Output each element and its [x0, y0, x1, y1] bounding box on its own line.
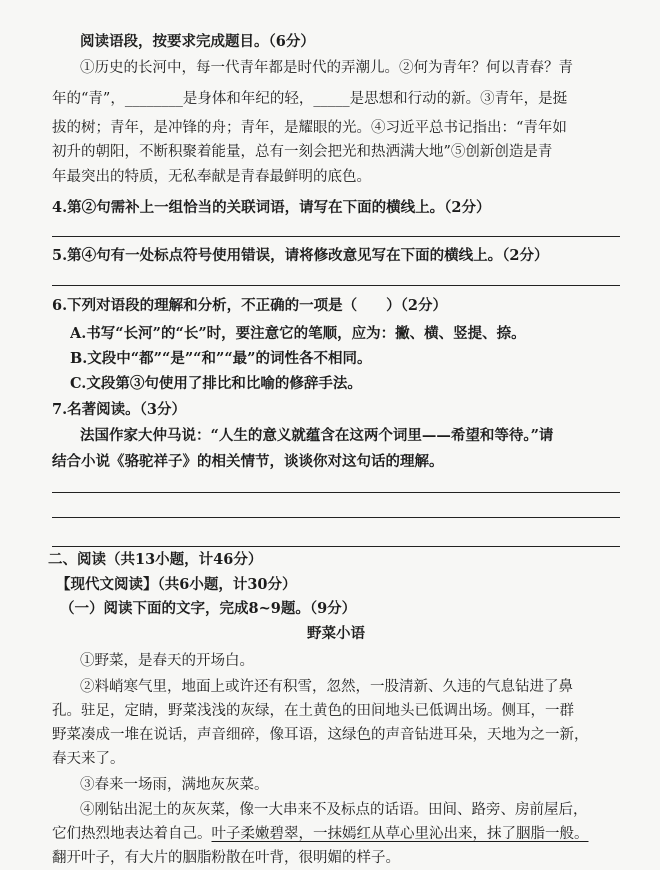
section-2-title: 二、阅读（共13小题，计46分）	[48, 551, 263, 568]
question-5: 5.第④句有一处标点符号使用错误，请将修改意见写在下面的横线上。（2分）	[52, 247, 549, 264]
passage-line-5: 年最突出的特质，无私奉献是青春最鲜明的底色。	[52, 169, 371, 185]
underlined-sentence: 叶子柔嫩碧翠，一抹嫣红从草心里沁出来，抹了胭脂一般。	[211, 826, 589, 842]
question-4: 4.第②句需补上一组恰当的关联词语，请写在下面的横线上。（2分）	[52, 199, 491, 216]
intro-heading: 阅读语段，按要求完成题目。（6分）	[80, 33, 315, 50]
essay-title: 野菜小语	[307, 625, 365, 642]
q7-prompt-line-2: 结合小说《骆驼祥子》的相关情节，谈谈你对这句话的理解。	[52, 453, 444, 470]
essay-para-4-line-1: ④刚钻出泥土的灰灰菜，像一大串来不及标点的话语。田间、路旁、房前屋后，	[80, 802, 588, 818]
q6-option-b[interactable]: B.文段中“都”“是”“和”“最”的词性各不相同。	[70, 350, 372, 367]
essay-para-2-line-4: 春天来了。	[52, 751, 125, 767]
q6-option-a[interactable]: A.书写“长河”的“长”时，要注意它的笔顺，应为：撇、横、竖提、捺。	[70, 325, 526, 342]
passage-line-2: 年的“青”，________是身体和年纪的轻，_____是思想和行动的新。③青年，是挺	[52, 91, 568, 107]
essay-para-3: ③春来一场雨，满地灰灰菜。	[80, 777, 269, 793]
essay-para-2-line-3: 野菜凑成一堆在说话，声音细碎，像耳语，这绿色的声音钻进耳朵，天地为之一新，	[52, 727, 589, 743]
answer-line-q7-2[interactable]	[52, 517, 620, 518]
question-7: 7.名著阅读。（3分）	[52, 401, 186, 418]
q7-prompt-line-1: 法国作家大仲马说：“人生的意义就蕴含在这两个词里——希望和等待。”请	[80, 427, 554, 444]
answer-line-q7-3[interactable]	[52, 546, 620, 547]
answer-line-q7-1[interactable]	[52, 492, 620, 493]
essay-para-2-line-1: ②料峭寒气里，地面上或许还有积雪，忽然，一股清新、久违的气息钻进了鼻	[80, 679, 573, 695]
section-2-subtitle: 【现代文阅读】（共6小题，计30分）	[56, 576, 297, 593]
essay-para-1: ①野菜，是春天的开场白。	[80, 653, 254, 669]
essay-para-4-line-2-start: 它们热烈地表达着自己。	[52, 826, 212, 842]
passage-line-3: 拔的树；青年，是冲锋的舟；青年，是耀眼的光。④习近平总书记指出：“青年如	[52, 120, 567, 136]
answer-line-q4[interactable]	[52, 236, 620, 237]
passage-line-4: 初升的朝阳，不断积聚着能量，总有一刻会把光和热洒满大地”⑤创新创造是青	[52, 144, 553, 160]
essay-para-2-line-2: 孔。驻足，定睛，野菜浅浅的灰绿，在土黄色的田间地头已低调出场。侧耳，一群	[52, 703, 574, 719]
essay-para-4-line-3: 翻开叶子，有大片的胭脂粉散在叶背，很明媚的样子。	[52, 850, 400, 866]
question-6: 6.下列对语段的理解和分析，不正确的一项是（ ）（2分）	[52, 297, 447, 314]
answer-line-q5[interactable]	[52, 285, 620, 286]
essay-para-4-line-2	[52, 822, 620, 846]
part-1-instruction: （一）阅读下面的文字，完成8~9题。（9分）	[60, 600, 357, 617]
q6-option-c[interactable]: C.文段第③句使用了排比和比喻的修辞手法。	[70, 375, 362, 392]
passage-line-1: ①历史的长河中，每一代青年都是时代的弄潮儿。②何为青年？何以青春？青	[80, 60, 573, 76]
